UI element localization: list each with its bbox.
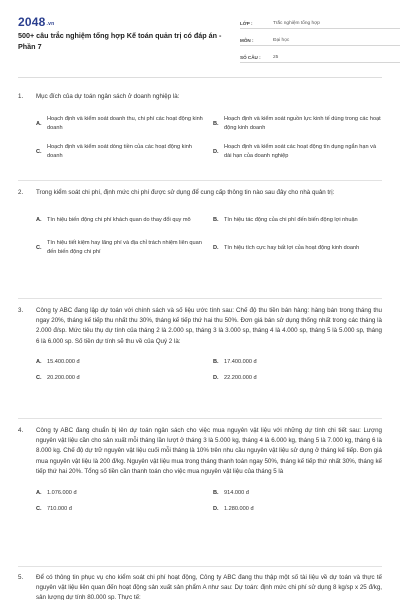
option-text: Tín hiệu tích cực hay bất lợi của hoạt động kinh doanh [224, 244, 360, 251]
option-text: Tín hiệu tác động của chi phí đến biến động lợi nhuận [224, 216, 358, 223]
option-c[interactable] [36, 138, 205, 166]
answer-options [36, 355, 382, 387]
option-text: Hoạch định và kiểm soát nguồn lực kinh tế dùng trong các hoạt động kinh doanh [224, 116, 381, 132]
option-letter: A. [36, 359, 42, 366]
option-text: Tín hiệu biến động chi phí khách quan do thay đổi quy mô [47, 216, 191, 223]
option-b[interactable] [213, 485, 382, 501]
logo-text: 2048 [18, 15, 46, 29]
option-a[interactable] [36, 485, 205, 501]
option-letter: B. [213, 120, 219, 127]
document-header [18, 0, 382, 78]
question-2 [18, 188, 382, 262]
question-5 [18, 573, 382, 600]
option-d[interactable] [213, 138, 382, 166]
question-number: 5. [18, 574, 24, 581]
question-divider [18, 298, 382, 299]
option-d[interactable] [213, 501, 382, 517]
meta-value: Trắc nghiệm tổng hợp [273, 21, 320, 26]
option-a[interactable] [36, 110, 205, 138]
question-text [18, 92, 382, 102]
question-text [18, 426, 382, 477]
option-letter: D. [213, 505, 219, 512]
option-d[interactable] [213, 371, 382, 387]
option-letter: C. [36, 505, 42, 512]
option-text: 20.200.000 đ [47, 375, 80, 382]
question-4 [18, 426, 382, 517]
meta-value: 25 [273, 55, 279, 60]
question-number: 4. [18, 427, 24, 434]
option-text: 914.000 đ [224, 489, 249, 496]
option-b[interactable] [213, 355, 382, 371]
option-letter: D. [213, 375, 219, 382]
meta-row-subject [240, 29, 400, 46]
option-text: 1.280.000 đ [224, 505, 254, 512]
question-text [18, 306, 382, 347]
option-b[interactable] [213, 206, 382, 234]
option-letter: B. [213, 216, 219, 223]
option-letter: A. [36, 216, 42, 223]
question-divider [18, 180, 382, 181]
option-c[interactable] [36, 234, 205, 262]
answer-options [36, 485, 382, 517]
document-meta [240, 12, 400, 63]
option-text: Tín hiệu tiết kiệm hay lãng phí và địa chỉ trách nhiệm liên quan đến biến động chi phí [47, 240, 202, 256]
question-text [18, 188, 382, 198]
meta-label: MÔN : [240, 38, 254, 43]
question-3 [18, 306, 382, 387]
question-divider [18, 418, 382, 419]
question-text [18, 573, 382, 600]
question-number: 2. [18, 189, 24, 196]
answer-options [36, 206, 382, 262]
answer-options [36, 110, 382, 166]
question-body: Mục đích của dự toán ngân sách ở doanh nghiệp là: [36, 93, 180, 100]
option-letter: A. [36, 120, 42, 127]
question-number: 3. [18, 307, 24, 314]
option-a[interactable] [36, 355, 205, 371]
question-body: Để có thông tin phục vụ cho kiểm soát chi phí hoạt động, Công ty ABC đang thu thập một số tài liệu về dự toán và thực tế nguyên vật liệu liên quan đến hoạt động sản xuất sản phẩm A như sau: Dự toán: định mức chi phí sử dụng 8 kg/sp x 25 đ/kg, sản lượng dự tính 80.000 sp. Thực tế: [36, 574, 382, 600]
option-text: Hoạch định và kiểm soát dòng tiền của các hoạt động kinh doanh [47, 144, 192, 160]
option-text: 15.400.000 đ [47, 359, 80, 366]
question-divider [18, 566, 382, 567]
option-letter: C. [36, 244, 42, 251]
question-number: 1. [18, 93, 24, 100]
option-text: Hoạch định và kiểm soát các hoạt động tín dụng ngắn hạn và dài hạn của doanh nghiệp [224, 144, 377, 160]
meta-row-class [240, 12, 400, 29]
option-a[interactable] [36, 206, 205, 234]
option-letter: D. [213, 244, 219, 251]
meta-value: Đại học [273, 38, 290, 43]
question-body: Công ty ABC đang chuẩn bị lên dự toán ngân sách cho việc mua nguyên vật liệu với những dự tính chi tiết sau: Lượng nguyên vật liệu cần cho sản xuất mỗi tháng lần lượt ở tháng 3 là 5.000 kg, tháng 4 là 6.000 kg, tháng 5 là 7.000 kg, tháng 6 là 8.000 kg. Chế độ dự trữ nguyên vật liệu cuối mỗi tháng là 10% trên nhu cầu nguyên vật liệu sử dụng ở tháng kế tiếp. Đơn giá mua nguyên vật liệu là 200 đ/kg. Nguyên vật liệu mua trong tháng thanh toán ngay 50%, tháng kế tiếp thứ nhất 30%, tháng kế tiếp thứ hai 20%. Tổng số tiền cần thanh toán cho việc mua nguyên vật liệu của tháng 5 là [36, 427, 382, 475]
option-text: 710.000 đ [47, 505, 72, 512]
question-1 [18, 92, 382, 166]
option-b[interactable] [213, 110, 382, 138]
option-letter: B. [213, 489, 219, 496]
option-letter: A. [36, 489, 42, 496]
meta-label: SỐ CÂU : [240, 55, 261, 60]
document-title: 500+ câu trắc nghiệm tổng hợp Kế toán quản trị có đáp án - Phần 7 [18, 31, 222, 51]
option-c[interactable] [36, 501, 205, 517]
option-text: 1.076.000 đ [47, 489, 77, 496]
option-letter: D. [213, 148, 219, 155]
option-letter: C. [36, 148, 42, 155]
option-d[interactable] [213, 234, 382, 262]
question-body: Công ty ABC đang lập dự toán với chính sách và số liệu ước tính sau: Chế độ thu tiền bán hàng: hàng bán trong tháng thu ngay 20%, tháng kế tiếp thu nhất thu 30%, tháng kế tiếp thứ hai thu 50%. Đơn giá bán sử dụng thống nhất trong các tháng là 2.000 đ/sp. Mức tiêu thụ dự tính của tháng 2 là 2.000 sp, tháng 3 là 3.000 sp, tháng 4 là 4.000 sp, tháng 5 là 5.000 sp, tháng 6 là 6.000 sp. Số tiền dự tính sẽ thu về của Quý 2 là: [36, 307, 382, 345]
option-letter: C. [36, 375, 42, 382]
site-logo[interactable] [18, 15, 54, 29]
question-body: Trong kiểm soát chi phí, định mức chi phí được sử dụng để cung cấp thông tin nào sau đây cho nhà quản trị: [36, 189, 335, 196]
option-text: 22.200.000 đ [224, 375, 257, 382]
logo-tld: .vn [46, 21, 55, 27]
option-letter: B. [213, 359, 219, 366]
option-text: 17.400.000 đ [224, 359, 257, 366]
meta-row-count [240, 46, 400, 63]
option-c[interactable] [36, 371, 205, 387]
meta-label: LỚP : [240, 21, 253, 26]
option-text: Hoạch định và kiểm soát doanh thu, chi phí các hoạt động kinh doanh [47, 116, 203, 132]
